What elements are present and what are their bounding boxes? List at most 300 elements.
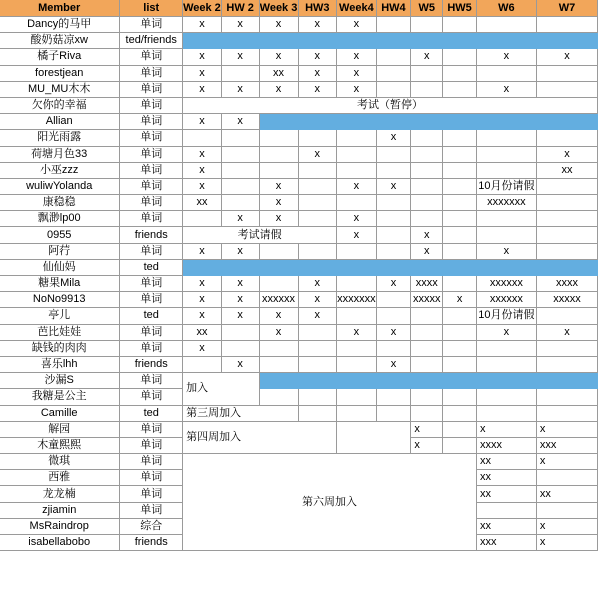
- table-cell: x: [536, 49, 597, 65]
- table-cell: [443, 356, 477, 372]
- list-cell: 单词: [120, 97, 183, 113]
- column-header: Week 3: [259, 0, 298, 17]
- table-cell: [259, 276, 298, 292]
- list-cell: 单词: [120, 146, 183, 162]
- table-cell: x: [221, 114, 259, 130]
- table-cell: [183, 211, 222, 227]
- list-cell: ted: [120, 308, 183, 324]
- table-cell: x: [411, 421, 443, 437]
- table-cell: [536, 502, 597, 518]
- table-cell: xx: [476, 486, 536, 502]
- table-cell: [476, 211, 536, 227]
- table-cell: [376, 49, 411, 65]
- table-row: [0, 389, 598, 405]
- table-cell: [476, 340, 536, 356]
- table-cell: [443, 276, 477, 292]
- table-row: [0, 308, 598, 324]
- table-cell: [411, 81, 443, 97]
- table-row: [0, 211, 598, 227]
- list-cell: 单词: [120, 437, 183, 453]
- table-cell: [476, 227, 536, 243]
- list-cell: 单词: [120, 49, 183, 65]
- member-cell: 亭儿: [0, 308, 120, 324]
- table-cell: [259, 389, 298, 405]
- table-cell: x: [298, 276, 337, 292]
- table-row: [0, 162, 598, 178]
- table-row: [0, 65, 598, 81]
- table-cell: x: [376, 276, 411, 292]
- table-cell: xxxxx: [411, 292, 443, 308]
- table-cell: [376, 243, 411, 259]
- table-cell: [337, 130, 377, 146]
- table-cell: [536, 178, 597, 194]
- table-cell: x: [337, 49, 377, 65]
- table-cell: xx: [183, 324, 222, 340]
- table-cell: [259, 146, 298, 162]
- table-cell: [476, 146, 536, 162]
- table-cell: [298, 340, 337, 356]
- table-cell: [411, 356, 443, 372]
- table-cell: x: [476, 324, 536, 340]
- table-cell: [259, 243, 298, 259]
- list-cell: ted: [120, 259, 183, 275]
- table-cell: [376, 292, 411, 308]
- column-header: list: [120, 0, 183, 17]
- table-row: [0, 276, 598, 292]
- table-row: [0, 292, 598, 308]
- table-cell: [337, 195, 377, 211]
- table-cell: [298, 243, 337, 259]
- list-cell: 综合: [120, 518, 183, 534]
- member-cell: NoNo9913: [0, 292, 120, 308]
- list-cell: 单词: [120, 65, 183, 81]
- list-cell: 单词: [120, 195, 183, 211]
- table-cell: [259, 340, 298, 356]
- table-cell: [298, 389, 337, 405]
- table-cell: [259, 356, 298, 372]
- table-cell: xx: [536, 486, 597, 502]
- list-cell: 单词: [120, 340, 183, 356]
- table-cell: [443, 195, 477, 211]
- table-cell: x: [337, 17, 377, 33]
- table-cell: [221, 146, 259, 162]
- table-cell: xxx: [476, 535, 536, 551]
- table-cell: [298, 178, 337, 194]
- table-cell: [443, 243, 477, 259]
- table-cell: x: [259, 195, 298, 211]
- member-cell: 仙仙妈: [0, 259, 120, 275]
- table-cell: [476, 502, 536, 518]
- table-cell: [221, 195, 259, 211]
- member-cell: 飘渺lp00: [0, 211, 120, 227]
- member-cell: MsRaindrop: [0, 518, 120, 534]
- member-cell: 阿荇: [0, 243, 120, 259]
- table-cell: xx: [476, 518, 536, 534]
- list-cell: friends: [120, 227, 183, 243]
- table-cell: x: [298, 81, 337, 97]
- table-cell: [376, 65, 411, 81]
- table-cell: [536, 195, 597, 211]
- table-row: [0, 227, 598, 243]
- table-cell: x: [411, 49, 443, 65]
- table-cell: x: [337, 324, 377, 340]
- status-note: 第六周加入: [183, 454, 477, 551]
- table-cell: [259, 130, 298, 146]
- highlight-band: [183, 259, 598, 275]
- table-cell: [259, 162, 298, 178]
- table-cell: x: [183, 308, 222, 324]
- table-cell: [536, 211, 597, 227]
- table-cell: x: [183, 49, 222, 65]
- table-cell: xxxxxx: [259, 292, 298, 308]
- list-cell: 单词: [120, 130, 183, 146]
- table-cell: [443, 421, 477, 437]
- column-header: W5: [411, 0, 443, 17]
- table-cell: [536, 356, 597, 372]
- table-cell: [536, 405, 597, 421]
- table-cell: [443, 211, 477, 227]
- member-cell: 解园: [0, 421, 120, 437]
- table-cell: [443, 437, 477, 453]
- table-cell: x: [183, 162, 222, 178]
- table-cell: x: [376, 324, 411, 340]
- column-header: HW4: [376, 0, 411, 17]
- table-cell: [536, 243, 597, 259]
- table-cell: [376, 146, 411, 162]
- table-cell: xxxxxxx: [476, 195, 536, 211]
- list-cell: 单词: [120, 81, 183, 97]
- member-cell: 0955: [0, 227, 120, 243]
- table-cell: [221, 178, 259, 194]
- table-cell: [443, 389, 477, 405]
- table-cell: [536, 389, 597, 405]
- table-cell: [298, 162, 337, 178]
- member-cell: 喜乐lhh: [0, 356, 120, 372]
- table-cell: [443, 324, 477, 340]
- table-cell: x: [376, 130, 411, 146]
- list-cell: 单词: [120, 243, 183, 259]
- column-header: HW5: [443, 0, 477, 17]
- table-cell: [536, 340, 597, 356]
- table-cell: [411, 178, 443, 194]
- status-note: 第四周加入: [183, 421, 337, 453]
- list-cell: 单词: [120, 373, 183, 389]
- table-cell: [536, 470, 597, 486]
- table-cell: [376, 17, 411, 33]
- member-cell: 酸奶菇凉xw: [0, 33, 120, 49]
- table-cell: [411, 340, 443, 356]
- highlight-band: [259, 114, 597, 130]
- table-cell: x: [221, 211, 259, 227]
- list-cell: friends: [120, 535, 183, 551]
- table-cell: x: [221, 17, 259, 33]
- list-cell: 单词: [120, 178, 183, 194]
- table-cell: x: [259, 324, 298, 340]
- table-cell: [443, 178, 477, 194]
- table-cell: [443, 340, 477, 356]
- list-cell: 单词: [120, 17, 183, 33]
- table-row: [0, 243, 598, 259]
- table-cell: x: [337, 178, 377, 194]
- column-header: Week4: [337, 0, 377, 17]
- table-cell: [298, 211, 337, 227]
- table-row: [0, 178, 598, 194]
- table-cell: x: [476, 49, 536, 65]
- table-cell: [443, 81, 477, 97]
- table-cell: x: [337, 81, 377, 97]
- table-cell: x: [536, 535, 597, 551]
- list-cell: 单词: [120, 389, 183, 405]
- status-note: 考试请假: [183, 227, 337, 243]
- table-cell: [411, 389, 443, 405]
- table-cell: [411, 195, 443, 211]
- member-cell: wuliwYolanda: [0, 178, 120, 194]
- table-cell: x: [183, 276, 222, 292]
- table-cell: [376, 405, 411, 421]
- table-row: [0, 373, 598, 389]
- table-cell: x: [337, 227, 377, 243]
- table-cell: x: [221, 308, 259, 324]
- list-cell: 单词: [120, 470, 183, 486]
- table-cell: x: [298, 49, 337, 65]
- table-cell: x: [298, 65, 337, 81]
- table-cell: xxxxx: [536, 292, 597, 308]
- empty-cell: [337, 421, 411, 453]
- table-cell: [443, 49, 477, 65]
- empty-cell: [298, 405, 337, 421]
- table-cell: [411, 146, 443, 162]
- table-cell: xxxxxx: [476, 292, 536, 308]
- table-cell: x: [337, 65, 377, 81]
- table-cell: 10月份请假: [476, 178, 536, 194]
- table-cell: x: [476, 421, 536, 437]
- member-cell: 缺钱的肉肉: [0, 340, 120, 356]
- list-cell: 单词: [120, 292, 183, 308]
- status-note: 加入: [183, 373, 259, 405]
- member-cell: 微琪: [0, 454, 120, 470]
- member-cell: 我糖是公主: [0, 389, 120, 405]
- table-row: [0, 421, 598, 437]
- table-cell: [337, 389, 377, 405]
- table-cell: x: [221, 81, 259, 97]
- table-cell: x: [259, 178, 298, 194]
- table-cell: [337, 340, 377, 356]
- table-row: [0, 97, 598, 113]
- member-cell: 沙漏S: [0, 373, 120, 389]
- table-cell: x: [221, 292, 259, 308]
- column-header: Member: [0, 0, 120, 17]
- table-cell: x: [298, 17, 337, 33]
- table-cell: x: [259, 211, 298, 227]
- table-cell: x: [298, 292, 337, 308]
- member-cell: Dancy的马甲: [0, 17, 120, 33]
- table-cell: x: [183, 178, 222, 194]
- table-cell: [536, 130, 597, 146]
- column-header: HW3: [298, 0, 337, 17]
- member-cell: 阳光雨露: [0, 130, 120, 146]
- member-cell: MU_MU木木: [0, 81, 120, 97]
- table-cell: [411, 162, 443, 178]
- header-row: [0, 0, 598, 17]
- member-cell: 康稳稳: [0, 195, 120, 211]
- table-cell: [221, 324, 259, 340]
- member-cell: 芭比娃娃: [0, 324, 120, 340]
- table-cell: [476, 162, 536, 178]
- table-cell: x: [536, 518, 597, 534]
- table-cell: x: [183, 17, 222, 33]
- status-note: 第三周加入: [183, 405, 298, 421]
- member-cell: 西雅: [0, 470, 120, 486]
- table-cell: [443, 227, 477, 243]
- table-row: [0, 146, 598, 162]
- column-header: W7: [536, 0, 597, 17]
- table-cell: [376, 195, 411, 211]
- table-cell: [411, 308, 443, 324]
- highlight-band: [183, 33, 598, 49]
- table-cell: x: [476, 243, 536, 259]
- list-cell: friends: [120, 356, 183, 372]
- list-cell: 单词: [120, 162, 183, 178]
- table-cell: xxxx: [536, 276, 597, 292]
- table-cell: [221, 162, 259, 178]
- list-cell: 单词: [120, 324, 183, 340]
- table-cell: xx: [536, 162, 597, 178]
- table-cell: [443, 146, 477, 162]
- table-row: [0, 324, 598, 340]
- table-cell: x: [183, 340, 222, 356]
- table-cell: xxxxxxx: [337, 292, 377, 308]
- table-cell: [298, 195, 337, 211]
- table-cell: x: [411, 227, 443, 243]
- table-cell: xx: [476, 470, 536, 486]
- table-cell: x: [411, 437, 443, 453]
- status-note: 考试（暂停）: [183, 97, 598, 113]
- table-cell: xx: [476, 454, 536, 470]
- highlight-band: [259, 373, 597, 389]
- table-cell: [376, 162, 411, 178]
- table-cell: [476, 389, 536, 405]
- table-cell: [476, 17, 536, 33]
- table-cell: x: [536, 324, 597, 340]
- table-cell: [183, 130, 222, 146]
- list-cell: 单词: [120, 421, 183, 437]
- table-cell: [536, 308, 597, 324]
- table-cell: x: [298, 146, 337, 162]
- table-cell: [337, 162, 377, 178]
- table-cell: [221, 65, 259, 81]
- table-cell: x: [221, 49, 259, 65]
- table-cell: 10月份请假: [476, 308, 536, 324]
- table-cell: x: [259, 17, 298, 33]
- table-cell: xxx: [536, 437, 597, 453]
- list-cell: ted: [120, 405, 183, 421]
- table-row: [0, 405, 598, 421]
- table-cell: [376, 227, 411, 243]
- table-row: [0, 114, 598, 130]
- table-cell: [298, 130, 337, 146]
- member-cell: Camille: [0, 405, 120, 421]
- table-row: [0, 17, 598, 33]
- table-cell: [536, 81, 597, 97]
- table-cell: [337, 356, 377, 372]
- table-cell: x: [183, 292, 222, 308]
- member-cell: zjiamin: [0, 502, 120, 518]
- table-cell: [337, 243, 377, 259]
- table-cell: x: [536, 146, 597, 162]
- member-cell: 橘子Riva: [0, 49, 120, 65]
- table-cell: x: [221, 243, 259, 259]
- table-cell: x: [183, 114, 222, 130]
- table-cell: x: [443, 292, 477, 308]
- table-cell: [337, 276, 377, 292]
- table-cell: [376, 389, 411, 405]
- list-cell: ted/friends: [120, 33, 183, 49]
- table-cell: [411, 211, 443, 227]
- member-cell: 龙龙楠: [0, 486, 120, 502]
- table-cell: x: [337, 211, 377, 227]
- table-row: [0, 49, 598, 65]
- table-cell: [476, 65, 536, 81]
- table-cell: [476, 130, 536, 146]
- table-cell: [536, 227, 597, 243]
- table-cell: [298, 356, 337, 372]
- table-cell: [376, 81, 411, 97]
- table-cell: xxxx: [411, 276, 443, 292]
- table-cell: xxxx: [476, 437, 536, 453]
- table-cell: [183, 356, 222, 372]
- table-cell: x: [376, 356, 411, 372]
- table-cell: [443, 65, 477, 81]
- table-cell: xx: [183, 195, 222, 211]
- table-row: [0, 454, 598, 470]
- table-cell: [443, 308, 477, 324]
- member-cell: 荷塘月色33: [0, 146, 120, 162]
- table-cell: [221, 340, 259, 356]
- table-row: [0, 340, 598, 356]
- list-cell: 单词: [120, 114, 183, 130]
- table-cell: xxxxxx: [476, 276, 536, 292]
- table-row: [0, 195, 598, 211]
- table-cell: [337, 308, 377, 324]
- table-cell: [411, 130, 443, 146]
- table-cell: x: [183, 146, 222, 162]
- member-cell: Allian: [0, 114, 120, 130]
- table-cell: x: [221, 356, 259, 372]
- member-cell: 糖果Mila: [0, 276, 120, 292]
- table-row: [0, 33, 598, 49]
- table-cell: [443, 405, 477, 421]
- list-cell: 单词: [120, 276, 183, 292]
- table-row: [0, 356, 598, 372]
- table-row: [0, 130, 598, 146]
- list-cell: 单词: [120, 211, 183, 227]
- table-cell: [298, 324, 337, 340]
- table-cell: [443, 130, 477, 146]
- table-cell: [536, 65, 597, 81]
- table-cell: [411, 65, 443, 81]
- table-cell: [376, 340, 411, 356]
- table-cell: [411, 17, 443, 33]
- table-cell: x: [221, 276, 259, 292]
- table-cell: x: [183, 243, 222, 259]
- member-cell: 木童熙熙: [0, 437, 120, 453]
- member-cell: 小巫zzz: [0, 162, 120, 178]
- member-cell: forestjean: [0, 65, 120, 81]
- table-cell: x: [476, 81, 536, 97]
- table-cell: [476, 405, 536, 421]
- table-cell: x: [298, 308, 337, 324]
- member-cell: 欠你的幸福: [0, 97, 120, 113]
